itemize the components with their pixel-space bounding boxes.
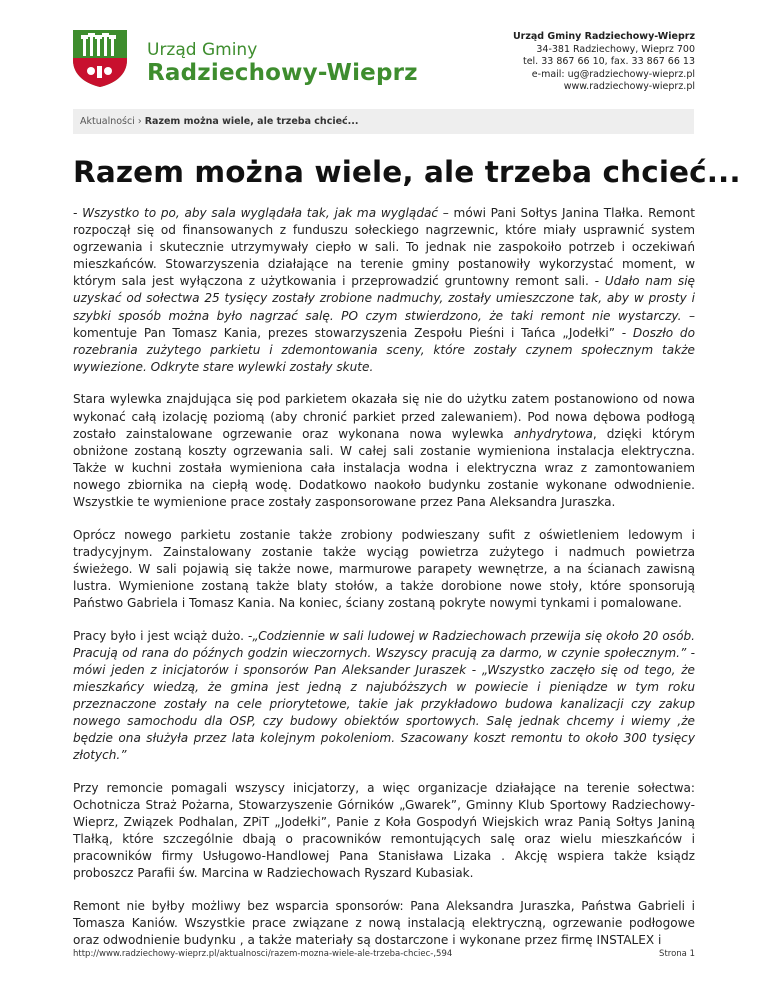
article-paragraph-5 [73,780,695,883]
org-name-big: Radziechowy-Wieprz [147,60,418,86]
article-paragraph-1 [73,205,695,376]
article-paragraph-2 [73,391,695,511]
breadcrumb-separator: › [137,116,142,127]
article-body [73,205,695,965]
page-header [0,0,768,105]
breadcrumb-home-link[interactable]: Aktualności [80,116,135,127]
paragraph-segment: Stara wylewka znajdująca się pod parkietem okazała się nie do użytku zatem postanowiono od nowa wykonać całą izolację poziomą (aby chronić parkiet przed zalewaniem). Pod nowa dębowa podłogą zostało zainstalowane ogrzewanie oraz wykonana nowa wylewka [73,392,695,441]
contact-phone: tel. 33 867 66 10, fax. 33 867 66 13 [522,56,695,68]
contact-website[interactable]: www.radziechowy-wieprz.pl [563,81,695,93]
paragraph-segment: - Wszystko to po, aby sala wyglądała tak, jak ma wyglądać [73,206,439,220]
paragraph-segment: Oprócz nowego parkietu zostanie także zrobiony podwieszany sufit z oświetleniem ledowym i tradycyjnym. Zainstalowany zostanie także wyciąg powietrza zużytego i nadmuch powietrza świeżego. W sali pojawią się także nowe, marmurowe parapety wewnętrze, a na ścianach zawisną lustra. Wymienione zostaną także blaty stołów, a także dorobione nowe stoły, które sponsorują Państwo Gabriela i Tomasz Kania. Na koniec, ściany zostaną pokryte nowymi tynkami i pomalowane. [73,527,695,610]
page-footer [73,949,695,959]
article-paragraph-6 [73,898,695,949]
breadcrumb [73,109,694,134]
article-paragraph-3 [73,527,695,612]
contact-block [513,31,695,94]
article-title: Razem można wiele, ale trzeba chcieć... [73,155,741,189]
paragraph-segment: - Doszło do rozebrania zużytego parkietu i zdemontowania sceny, które zostały czynem społecznym także wywiezione. Odkryte stare wylewki zostały skute. [73,325,695,374]
footer-url[interactable]: http://www.radziechowy-wieprz.pl/aktualnosci/razem-mozna-wiele-ale-trzeba-chciec-,594 [73,949,453,959]
paragraph-segment: Przy remoncie pomagali wszyscy inicjatorzy, a więc organizacje działające na terenie sołectwa: Ochotnicza Straż Pożarna, Stowarzyszenie Górników „Gwarek”, Gminny Klub Sportowy Radziechowy-Wieprz, Związek Podhalan, ZPiT „Jodełki”, Panie z Koła Gospodyń Wiejskich wraz Panią Sołtys Janiną Tlałką, które szczególnie dbają o pracowników remontujących salę oraz wielu mieszkańców i pracowników firmy Usługowo-Handlowej Pana Stanisława Lizaka . Akcję wspiera także ksiądz proboszcz Parafii św. Marcina w Radziechowach Ryszard Kubasiak. [73,780,695,881]
contact-office-name: Urząd Gminy Radziechowy-Wieprz [512,31,695,42]
breadcrumb-current: Razem można wiele, ale trzeba chcieć... [144,116,359,127]
contact-email[interactable]: e-mail: ug@radziechowy-wieprz.pl [531,68,695,80]
paragraph-segment: komentuje Pan Tomasz Kania, prezes stowarzyszenia Zespołu Pieśni i Tańca „Jodełki” [73,325,622,340]
org-name-small: Urząd Gminy [147,40,258,60]
footer-page-number: Strona 1 [659,949,695,959]
paragraph-segment: Remont nie byłby możliwy bez wsparcia sponsorów: Pana Aleksandra Juraszka, Państwa Gabrieli i Tomasza Kaniów. Wszystkie prace związane z nową instalacją elektryczną, ogrzewanie podłogowe oraz odwodnienie budynku , a także materiały są dostarczone i wykonane przez firmę INSTALEX i [73,898,695,948]
municipality-crest-logo[interactable] [71,28,129,88]
paragraph-segment: „Codziennie w sali ludowej w Radziechowach przewija się około 20 osób. Pracują od rana do późnych godzin wieczornych. Wszyscy pracują za darmo, w czynie społecznym.” - mówi jeden z inicjatorów i sponsorów Pan Aleksander Juraszek - „Wszystko zaczęło się od tego, że mieszkańcy wiedzą, że gmina jest jedną z najubóższych w powiecie i pieniądze w tym roku przeznaczone zostały na cele priorytetowe, takie jak przykładowo budowa kanalizacji czy zakup nowego samochodu dla OSP, czy budowy obiektów sportowych. Salę jednak chcemy i wiemy ,że będzie ona służyła przez lata kolejnym pokoleniom. Szacowany koszt remontu to około 300 tysięcy złotych.” [73,628,695,763]
paragraph-segment: – mówi Pani Sołtys Janina Tlałka. Remont rozpoczął się od finansowanych z funduszu sołeckiego nagrzewnic, które miały usprawnić system ogrzewania i skutecznie utrzymywały ciepło w sali. To jednak nie zaspokoiło potrzeb i oczekiwań mieszkańców. Stowarzyszenia działające na terenie gminy postanowiły wykorzystać moment, w którym sala jest wyłączona z użytkowania i przeprowadzić gruntowny remont sali. [73,206,695,289]
paragraph-segment: anhydrytowa [513,426,593,441]
contact-address: 34-381 Radziechowy, Wieprz 700 [536,43,695,55]
paragraph-segment: , dzięki którym obniżone zostaną koszty ogrzewania sali. W całej sali zostanie wymieniona instalacja elektryczna. Także w kuchni została wymieniona cała instalacja wodna i elektryczna wraz z zamontowaniem nowego zbiornika na ciepłą wodę. Dodatkowo naokoło budynku zostanie wykonane odwodnienie. Wszystkie te wymienione prace zostały zasponsorowane przez Pana Aleksandra Juraszka. [73,426,695,509]
paragraph-segment: Pracy było i jest wciąż dużo. - [73,628,253,643]
paragraph-segment: - Udało nam się uzyskać od sołectwa 25 tysięcy zostały zrobione nadmuchy, zostały umieszczone tak, aby w prosty i szybki sposób można było nagrzać salę. PO czym stwierdzono, że taki remont nie wystarczy. – [73,274,695,323]
article-paragraph-4 [73,628,695,765]
